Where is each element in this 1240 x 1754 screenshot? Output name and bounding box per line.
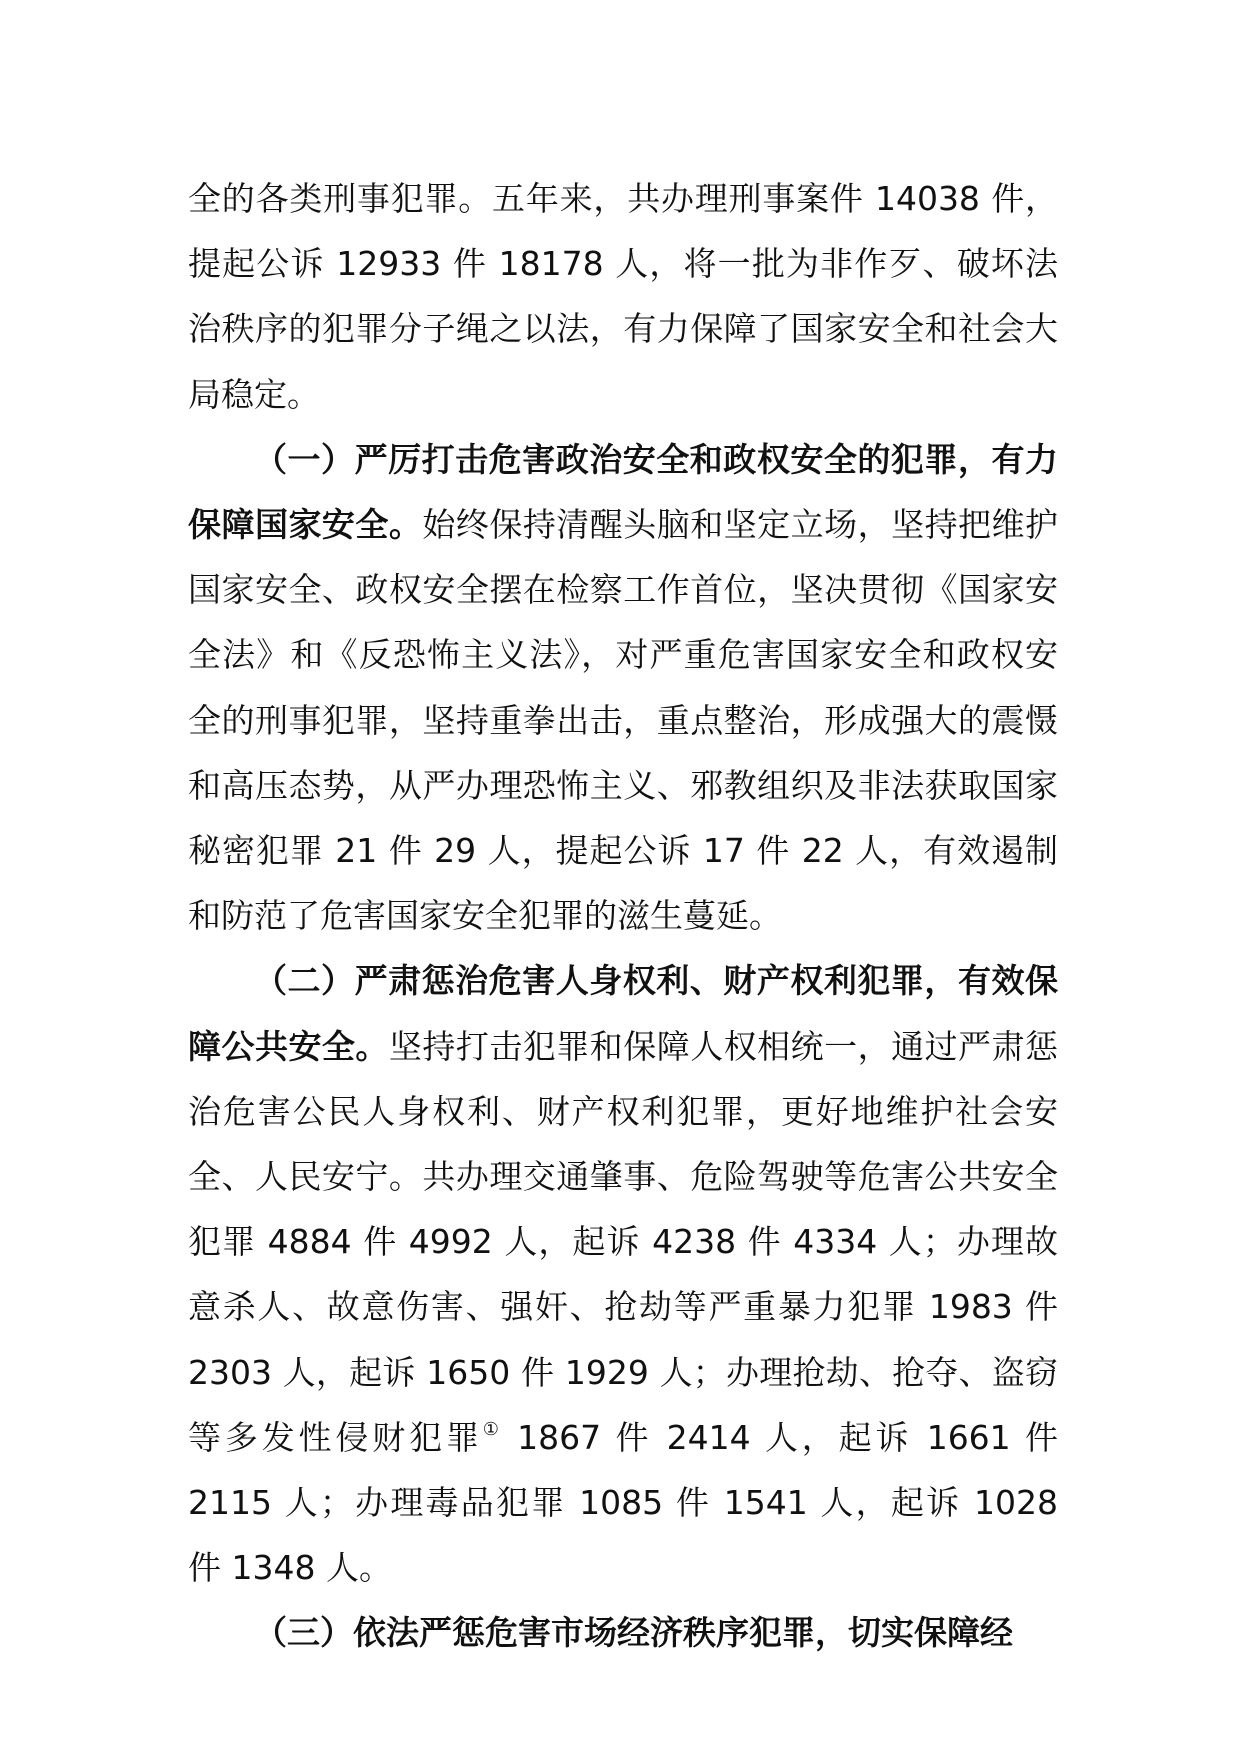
section-heading-3: （三）依法严惩危害市场经济秩序犯罪，切实保障经 <box>254 1613 1013 1653</box>
paragraph-national-security <box>188 427 1058 949</box>
section-body-1: 始终保持清醒头脑和坚定立场，坚持把维护国家安全、政权安全摆在检察工作首位，坚决贯彻《国家安全法》和《反恐怖主义法》，对严重危害国家安全和政权安全的刑事犯罪，坚持重拳出击，重点整治，形成强大的震慑和高压态势，从严办理恐怖主义、邪教组织及非法获取国家秘密犯罪 21 件 29 人，提起公诉 17 件 22 人，有效遏制和防范了危害国家安全犯罪的滋生蔓延。 <box>188 505 1059 936</box>
footnote-mark: ① <box>482 1418 503 1440</box>
paragraph-continuation: 全的各类刑事犯罪。五年来，共办理刑事案件 14038 件，提起公诉 12933 件 18178 人，将一批为非作歹、破坏法治秩序的犯罪分子绳之以法，有力保障了国家安全和社会大局稳定。 <box>188 179 1058 414</box>
section-body-2a: 坚持打击犯罪和保障人权相统一，通过严肃惩治危害公民人身权利、财产权利犯罪，更好地维护社会安全、人民安宁。共办理交通肇事、危险驾驶等危害公共安全犯罪 4884 件 4992 人，起诉 4238 件 4334 人；办理故意杀人、故意伤害、强奸、抢劫等严重暴力犯罪 1983 件 2303 人，起诉 1650 件 1929 人；办理抢劫、抢夺、盗窃等多发性侵财犯罪 <box>188 1026 1059 1457</box>
document-body <box>188 166 1058 1666</box>
paragraph-market-order <box>188 1600 1058 1665</box>
paragraph-public-safety <box>188 948 1058 1600</box>
section-heading-1: （一）严厉打击危害政治安全和政权安全的犯罪，有力保障国家安全。 <box>188 439 1058 545</box>
section-body-2b: 1867 件 2414 人，起诉 1661 件 2115 人；办理毒品犯罪 1085 件 1541 人，起诉 1028 件 1348 人。 <box>188 1417 1059 1588</box>
section-heading-2: （二）严肃惩治危害人身权利、财产权利犯罪，有效保障公共安全。 <box>188 961 1058 1066</box>
